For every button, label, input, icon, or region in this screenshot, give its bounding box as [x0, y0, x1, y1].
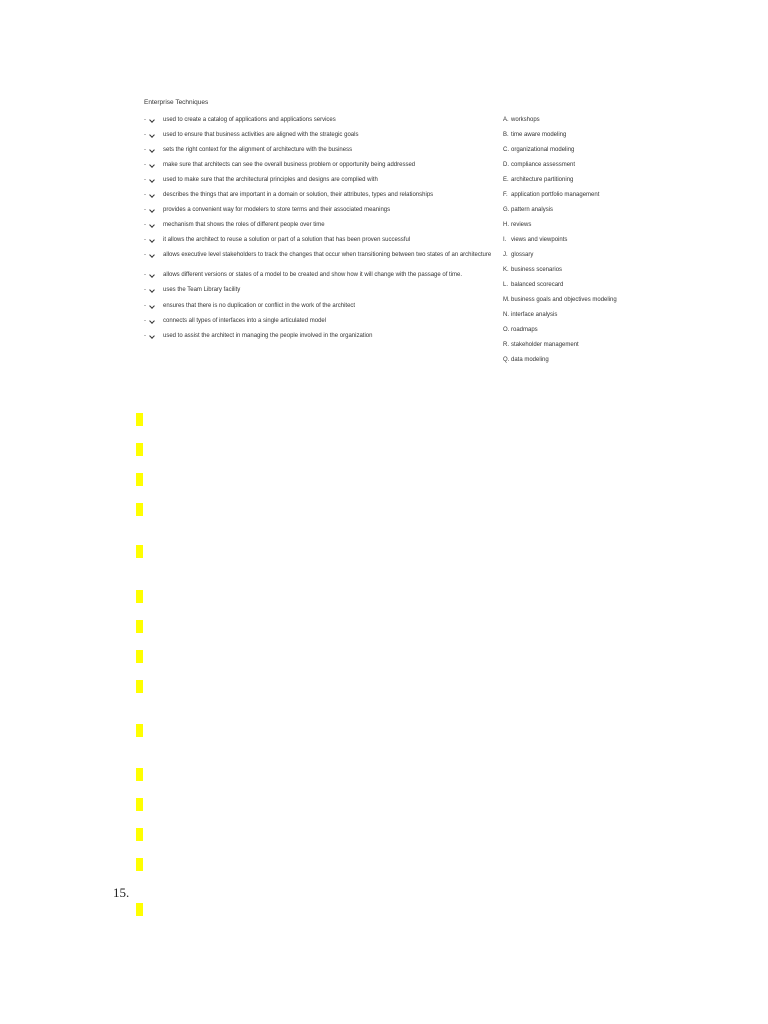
question-row	[144, 222, 494, 229]
answer-dropdown[interactable]	[144, 333, 160, 340]
option-letter: E.	[503, 177, 509, 183]
answer-dropdown[interactable]	[144, 192, 160, 199]
chevron-down-icon	[149, 237, 155, 243]
question-row	[144, 252, 494, 259]
question-row	[144, 318, 494, 325]
question-row	[144, 177, 494, 184]
option-item	[503, 252, 533, 259]
option-letter: N.	[503, 312, 509, 318]
dropdown-value: -	[144, 252, 146, 258]
option-item	[503, 162, 575, 169]
highlight-mark	[136, 903, 143, 916]
dropdown-value: -	[144, 192, 146, 198]
dropdown-value: -	[144, 333, 146, 339]
chevron-down-icon	[149, 222, 155, 228]
question-text: uses the Team Library facility	[163, 287, 241, 293]
highlight-mark	[136, 590, 143, 603]
option-letter: K.	[503, 267, 509, 273]
question-row	[144, 147, 494, 154]
question-row	[144, 333, 494, 340]
question-text: used to create a catalog of applications and applications services	[163, 117, 336, 123]
dropdown-value: -	[144, 132, 146, 138]
chevron-down-icon	[149, 272, 155, 278]
option-text: application portfolio management	[511, 192, 600, 198]
question-row	[144, 192, 494, 199]
chevron-down-icon	[149, 303, 155, 309]
question-text: ensures that there is no duplication or conflict in the work of the architect	[163, 303, 356, 309]
option-item	[503, 357, 549, 364]
highlight-mark	[136, 798, 143, 811]
answer-dropdown[interactable]	[144, 318, 160, 325]
option-text: time aware modeling	[511, 132, 567, 138]
option-item	[503, 192, 599, 199]
option-item	[503, 237, 567, 244]
option-item	[503, 177, 573, 184]
answer-dropdown[interactable]	[144, 252, 160, 259]
question-row	[144, 237, 494, 244]
option-text: workshops	[511, 117, 540, 123]
chevron-down-icon	[149, 147, 155, 153]
answer-dropdown[interactable]	[144, 177, 160, 184]
dropdown-value: -	[144, 117, 146, 123]
option-letter: L.	[503, 282, 509, 288]
answer-dropdown[interactable]	[144, 287, 160, 294]
option-text: compliance assessment	[511, 162, 576, 168]
section-title: Enterprise Techniques	[144, 99, 209, 106]
highlight-mark	[136, 680, 143, 693]
option-item	[503, 267, 562, 274]
answer-dropdown[interactable]	[144, 272, 160, 279]
question-row	[144, 272, 494, 279]
dropdown-value: -	[144, 162, 146, 168]
chevron-down-icon	[149, 207, 155, 213]
chevron-down-icon	[149, 177, 155, 183]
option-text: business goals and objectives modeling	[511, 297, 617, 303]
option-letter: H.	[503, 222, 509, 228]
chevron-down-icon	[149, 287, 155, 293]
question-text: used to assist the architect in managing the people involved in the organization	[163, 333, 373, 339]
question-row	[144, 162, 494, 169]
dropdown-value: -	[144, 207, 146, 213]
chevron-down-icon	[149, 252, 155, 258]
question-row	[144, 287, 494, 294]
dropdown-value: -	[144, 147, 146, 153]
question-text: sets the right context for the alignment of architecture with the business	[163, 147, 353, 153]
option-letter: A.	[503, 117, 509, 123]
option-letter: F.	[503, 192, 508, 198]
highlight-mark	[136, 768, 143, 781]
list-number: 15.	[113, 885, 130, 900]
question-text: connects all types of interfaces into a single articulated model	[163, 318, 327, 324]
option-letter: Q.	[503, 357, 510, 363]
highlight-mark	[136, 545, 143, 558]
highlight-mark	[136, 620, 143, 633]
option-letter: I.	[503, 237, 507, 243]
highlight-mark	[136, 828, 143, 841]
chevron-down-icon	[149, 117, 155, 123]
question-text: make sure that architects can see the overall business problem or opportunity being addressed	[163, 162, 416, 168]
answer-dropdown[interactable]	[144, 147, 160, 154]
highlight-mark	[136, 473, 143, 486]
chevron-down-icon	[149, 318, 155, 324]
option-letter: B.	[503, 132, 509, 138]
answer-dropdown[interactable]	[144, 303, 160, 310]
dropdown-value: -	[144, 303, 146, 309]
question-row	[144, 207, 494, 214]
question-text: used to ensure that business activities are aligned with the strategic goals	[163, 132, 359, 138]
question-row	[144, 117, 494, 124]
option-item	[503, 207, 553, 214]
option-text: organizational modeling	[511, 147, 575, 153]
dropdown-value: -	[144, 287, 146, 293]
option-letter: M.	[503, 297, 510, 303]
question-text: used to make sure that the architectural principles and designs are complied with	[163, 177, 378, 183]
option-text: views and viewpoints	[511, 237, 568, 243]
chevron-down-icon	[149, 162, 155, 168]
answer-dropdown[interactable]	[144, 132, 160, 139]
option-item	[503, 282, 563, 289]
option-item	[503, 132, 566, 139]
highlight-mark	[136, 413, 143, 426]
option-item	[503, 147, 574, 154]
dropdown-value: -	[144, 222, 146, 228]
answer-dropdown[interactable]	[144, 207, 160, 214]
chevron-down-icon	[149, 333, 155, 339]
highlight-mark	[136, 724, 143, 737]
option-text: glossary	[511, 252, 534, 258]
option-item	[503, 327, 538, 334]
highlight-mark	[136, 503, 143, 516]
option-letter: D.	[503, 162, 509, 168]
option-letter: G.	[503, 207, 510, 213]
dropdown-value: -	[144, 177, 146, 183]
option-letter: J.	[503, 252, 508, 258]
option-letter: O.	[503, 327, 510, 333]
option-item	[503, 312, 557, 319]
chevron-down-icon	[149, 192, 155, 198]
highlight-mark	[136, 650, 143, 663]
option-text: interface analysis	[511, 312, 558, 318]
question-row	[144, 303, 494, 310]
option-text: balanced scorecard	[511, 282, 564, 288]
answer-dropdown[interactable]	[144, 117, 160, 124]
question-text: provides a convenient way for modelers to store terms and their associated meanings	[163, 207, 391, 213]
dropdown-value: -	[144, 318, 146, 324]
option-letter: R.	[503, 342, 509, 348]
dropdown-value: -	[144, 272, 146, 278]
question-row	[144, 132, 494, 139]
answer-dropdown[interactable]	[144, 222, 160, 229]
option-text: reviews	[511, 222, 532, 228]
option-text: pattern analysis	[511, 207, 554, 213]
option-item	[503, 222, 531, 229]
option-text: architecture partitioning	[511, 177, 574, 183]
highlight-mark	[136, 443, 143, 456]
option-item	[503, 117, 540, 124]
option-text: stakeholder management	[511, 342, 579, 348]
answer-dropdown[interactable]	[144, 162, 160, 169]
question-text: allows executive level stakeholders to track the changes that occur when transitioning between two states of an architecture	[163, 252, 492, 258]
option-text: business scenarios	[511, 267, 563, 273]
question-text: describes the things that are important in a domain or solution, their attributes, types and relationships	[163, 192, 434, 198]
chevron-down-icon	[149, 132, 155, 138]
answer-dropdown[interactable]	[144, 237, 160, 244]
highlight-mark	[136, 858, 143, 871]
question-text: allows different versions or states of a model to be created and show how it will change with the passage of time.	[163, 272, 463, 278]
option-text: roadmaps	[511, 327, 538, 333]
question-text: it allows the architect to reuse a solution or part of a solution that has been proven successful	[163, 237, 411, 243]
question-text: mechanism that shows the roles of different people over time	[163, 222, 325, 228]
option-item	[503, 297, 617, 304]
dropdown-value: -	[144, 237, 146, 243]
option-item	[503, 342, 579, 349]
option-letter: C.	[503, 147, 509, 153]
option-text: data modeling	[511, 357, 549, 363]
